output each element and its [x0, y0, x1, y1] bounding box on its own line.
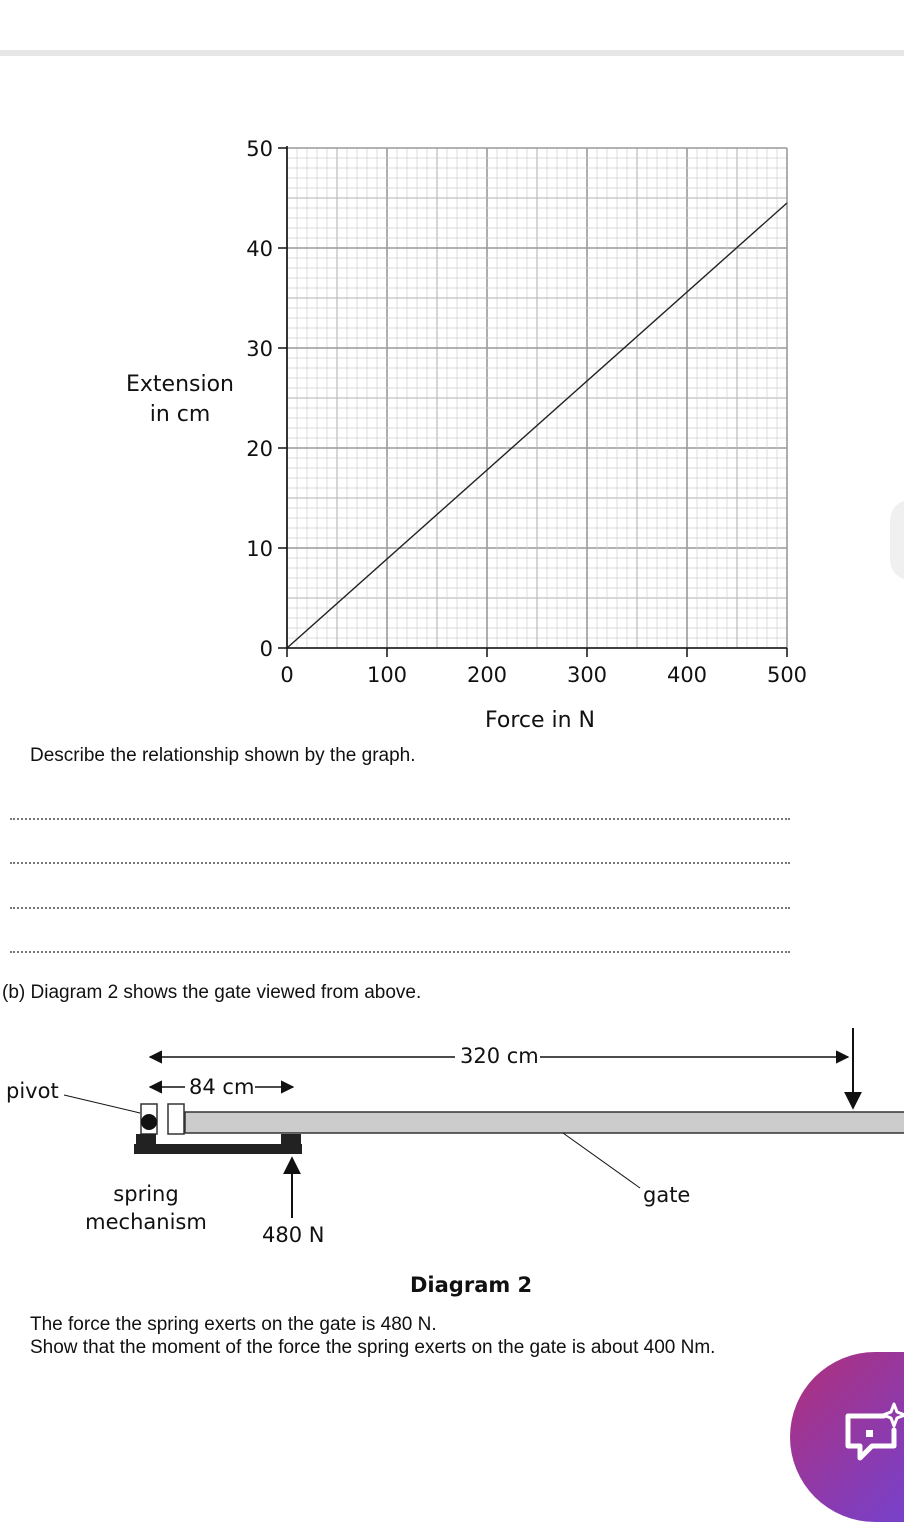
answer-line-4[interactable] — [10, 951, 790, 953]
y-tick-label: 40 — [246, 237, 273, 261]
y-axis-label: Extension in cm — [125, 372, 234, 427]
answer-line-2[interactable] — [10, 862, 790, 864]
question-b-line-2: Show that the moment of the force the spring exerts on the gate is about 400 Nm. — [30, 1337, 716, 1358]
dim-short-label: 84 cm — [189, 1075, 255, 1099]
y-tick-label: 10 — [246, 537, 273, 561]
x-tick-label: 500 — [766, 663, 808, 687]
x-tick-label: 200 — [466, 663, 508, 687]
spring-block-left — [136, 1134, 156, 1144]
x-tick-label: 0 — [280, 663, 294, 687]
force-label: 480 N — [262, 1223, 325, 1247]
gate-leader — [563, 1133, 640, 1188]
spring-mechanism-label: spring mechanism — [85, 1182, 207, 1234]
y-tick-label: 20 — [246, 437, 273, 461]
y-tick-label: 50 — [246, 137, 273, 161]
spring-mechanism-bar — [134, 1144, 302, 1154]
sparkle-chat-icon — [838, 1402, 904, 1472]
y-tick-label: 0 — [259, 637, 273, 661]
pivot-point — [141, 1114, 157, 1130]
x-axis-label: Force in N — [484, 708, 596, 733]
pivot-label: pivot — [6, 1079, 59, 1103]
pivot-leader — [64, 1095, 140, 1113]
diagram-title: Diagram 2 — [410, 1273, 533, 1297]
question-a-prompt: Describe the relationship shown by the graph. — [30, 745, 416, 766]
force-extension-graph — [0, 120, 904, 700]
question-b-heading: (b) Diagram 2 shows the gate viewed from above. — [2, 982, 422, 1003]
gate-label: gate — [643, 1183, 691, 1207]
x-tick-label: 400 — [666, 663, 708, 687]
assistant-fab-button[interactable] — [790, 1352, 904, 1522]
dim-long-label: 320 cm — [460, 1044, 539, 1068]
gate-bar — [185, 1112, 904, 1133]
answer-line-3[interactable] — [10, 907, 790, 909]
x-tick-label: 300 — [566, 663, 608, 687]
hinge-post-right — [168, 1104, 184, 1134]
gate-diagram — [0, 1020, 904, 1280]
x-tick-label: 100 — [366, 663, 408, 687]
question-b-line-1: The force the spring exerts on the gate is 480 N. — [30, 1314, 437, 1335]
answer-line-1[interactable] — [10, 818, 790, 820]
top-divider — [0, 50, 904, 56]
y-tick-label: 30 — [246, 337, 273, 361]
spring-block-right — [281, 1134, 301, 1144]
